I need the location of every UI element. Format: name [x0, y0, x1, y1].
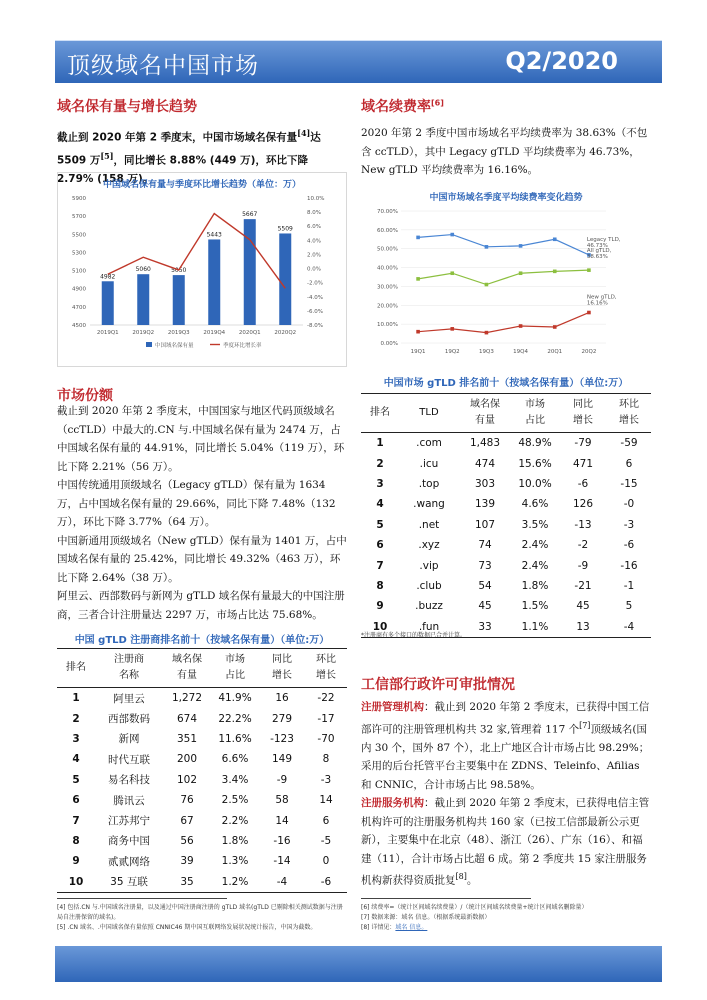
gtld-table-cell: 1	[376, 437, 384, 450]
registrar-table	[57, 648, 347, 893]
footnote-divider-left	[57, 898, 227, 899]
chart1-bar	[102, 281, 114, 325]
registrar-table-cell: 1,272	[171, 692, 203, 705]
chart2-y-tick: 30.00%	[377, 284, 398, 291]
registrar-table-cell: 6	[322, 814, 330, 827]
chart1-x-tick: 2020Q2	[274, 330, 297, 336]
chart2-y-tick: 0.00%	[380, 341, 398, 347]
registrar-table-cell: 279	[271, 712, 293, 725]
registrar-text-1: ：截止到 2020 年第 2 季度末，已获得电信主管机构许可的注册服务机构共 160 家（已按工信部最新公示更新），主要集中在北京（48）、浙江（26）、广东（16）、和福建（11），合计市场占比超 6 成。第 2 季度共 15 家注册服务机构新获得资质批复	[361, 797, 650, 887]
gtld-table-cell: 10	[372, 620, 388, 633]
gtld-table-cell: 2.4%	[521, 539, 549, 552]
registrar-table-cell: 2.5%	[221, 794, 249, 807]
gtld-table-row	[361, 555, 651, 575]
gtld-table-cell: -0	[623, 498, 635, 511]
registrar-label: 注册服务机构	[361, 797, 424, 809]
footnotes-left	[57, 903, 347, 933]
market-share-p1: 截止到 2020 年第 2 季度末，中国国家与地区代码顶级域名（ccTLD）中最大的.CN 与.中国域名保有量为 2474 万，占中国域名保有量的 44.91%，同比增长 5.04%（119 万），环比下降 2.21%（56 万）。	[57, 405, 345, 473]
registrar-table-cell: 腾讯云	[113, 794, 145, 807]
chart1-left-tick: 4500	[72, 323, 86, 329]
gtld-table-row	[361, 453, 651, 473]
chart2-series-name: New gTLD,	[586, 294, 617, 301]
chart1-legend-line-label: 季度环比增长率	[223, 343, 262, 349]
registrar-table-cell: 41.9%	[218, 692, 252, 705]
chart2-series-end-label: 46.73%	[586, 242, 608, 249]
gtld-table-cell: 9	[376, 600, 384, 613]
gtld-table-row	[361, 433, 651, 454]
chart2-x-tick: 19Q4	[513, 349, 528, 355]
renewal-chart-frame	[361, 188, 651, 368]
registrar-table-header-cell: 市场 占比	[225, 654, 245, 681]
gtld-table-cell: 7	[376, 559, 384, 572]
chart1-bar	[173, 275, 185, 325]
registrar-table-cell: 351	[176, 732, 198, 745]
chart2-series-line	[418, 235, 589, 255]
licensing-registrar-para	[361, 794, 651, 890]
section-title-licensing: 工信部行政许可审批情况	[361, 677, 515, 693]
gtld-table-cell: 1,483	[469, 437, 501, 450]
section-title-holdings: 域名保有量与增长趋势	[57, 99, 197, 115]
gtld-table-cell: -3	[623, 518, 635, 531]
gtld-table-cell: 1.5%	[521, 600, 549, 613]
gtld-table-cell: 1.1%	[521, 620, 549, 633]
chart1-right-tick: -6.0%	[307, 308, 323, 315]
registrar-table-cell: 1	[72, 692, 80, 705]
registrar-table-cell: 3.4%	[221, 773, 249, 786]
chart1-bar	[137, 274, 149, 325]
chart1-bar	[279, 233, 291, 325]
chart1-right-tick: 6.0%	[307, 224, 321, 231]
chart2-point	[553, 325, 557, 329]
chart1-left-tick: 5300	[72, 250, 86, 257]
gtld-table-row	[361, 494, 651, 514]
chart1-right-tick: 10.0%	[307, 196, 325, 202]
gtld-table-cell: -79	[574, 437, 592, 450]
chart2-y-tick: 50.00%	[377, 246, 398, 253]
chart1-left-tick: 5100	[72, 268, 86, 275]
gtld-table-cell: .top	[418, 477, 440, 490]
gtld-table-cell: -21	[574, 579, 592, 592]
chart1-right-tick: -8.0%	[307, 323, 323, 329]
registrar-table-cell: 14	[275, 814, 289, 827]
chart1-bar-label: 5667	[242, 211, 258, 219]
registrar-table-cell: 4	[72, 753, 80, 766]
registrar-table-cell: 8	[322, 753, 330, 766]
chart2-point	[553, 270, 557, 274]
footnote-ref-4[interactable]: [4]	[297, 128, 311, 138]
holdings-text-2: 达 5509 万	[57, 131, 321, 167]
registrar-table-cell: 3	[72, 732, 80, 745]
holdings-chart-frame	[57, 172, 347, 367]
chart2-series-name: Legacy TLD,	[586, 236, 621, 243]
chart2-point	[416, 330, 420, 334]
header-banner	[55, 40, 662, 83]
gtld-table-cell: 3.5%	[521, 518, 549, 531]
registrar-table-cell: 11.6%	[218, 732, 252, 745]
gtld-table	[361, 393, 651, 638]
chart2-series-line	[418, 313, 589, 333]
chart1-x-tick: 2019Q4	[203, 330, 226, 336]
gtld-table-row	[361, 576, 651, 596]
registrar-table-cell: 0	[322, 855, 330, 868]
chart2-point	[519, 324, 523, 328]
registrar-table-row	[57, 770, 347, 790]
chart2-x-tick: 19Q2	[444, 349, 460, 355]
gtld-table-cell: 74	[478, 539, 492, 552]
gtld-table-cell: 3	[376, 477, 384, 490]
chart1-growth-line	[108, 214, 286, 289]
market-share-p4: 阿里云、西部数码与新网为 gTLD 域名保有量最大的中国注册商，三者合计注册量达 2297 万，市场占比达 75.68%。	[57, 590, 345, 621]
gtld-table-cell: 107	[474, 518, 496, 531]
registrar-table-cell: 149	[271, 753, 293, 766]
chart2-point	[587, 311, 591, 315]
gtld-table-cell: 5	[625, 600, 633, 613]
footnote-7: [7] 数据来源：域名 信息。（根据系统最新数据）	[361, 914, 491, 921]
gtld-table-cell: 4	[376, 498, 384, 511]
registrar-table-header	[57, 649, 347, 688]
gtld-table-cell: -4	[623, 620, 635, 633]
registry-text-2: 顶级域名(国内 30 个，国外 87 个），北上广地区合计市场占比 98.29%；采用的后台托管平台主要集中在 ZDNS、Teleinfo、Afilias 和 CNNIC，合计市场占比 98.58%。	[361, 723, 650, 791]
chart1-bar-label: 5060	[135, 266, 151, 274]
registrar-table-cell: 200	[176, 753, 198, 766]
chart1-x-tick: 2020Q1	[238, 330, 261, 336]
footnote-ref-8[interactable]: [8]	[455, 872, 467, 881]
chart2-x-tick: 20Q2	[581, 349, 597, 355]
registrar-table-cell: 22.2%	[218, 712, 252, 725]
chart1-title: 中国域名保有量与季度环比增长趋势（单位：万）	[102, 180, 301, 190]
chart2-point	[485, 331, 489, 335]
registrar-table-cell: 2	[72, 712, 80, 725]
gtld-table-cell: .club	[416, 579, 442, 592]
chart2-point	[587, 268, 591, 272]
registrar-table-cell: 时代互联	[108, 753, 150, 766]
gtld-table-cell: -2	[577, 539, 589, 552]
gtld-table-cell: 5	[376, 518, 384, 531]
gtld-table-title: 中国市场 gTLD 排名前十（按域名保有量）（单位:万）	[383, 378, 629, 389]
gtld-table-cell: 15.6%	[518, 457, 552, 470]
licensing-text	[361, 698, 651, 890]
chart1-right-tick: 8.0%	[307, 210, 321, 217]
registrar-table-row	[57, 872, 347, 893]
gtld-table-row	[361, 535, 651, 555]
registrar-table-cell: 西部数码	[108, 713, 150, 726]
chart1-bar	[208, 239, 220, 325]
gtld-table-cell: .com	[416, 437, 442, 450]
chart2-x-tick: 19Q1	[410, 349, 426, 355]
registrar-table-row	[57, 810, 347, 830]
gtld-table-header-cell: 排名	[370, 407, 390, 418]
gtld-table-header-cell: 市场 占比	[525, 399, 545, 426]
registrar-table-cell: -123	[270, 732, 294, 745]
licensing-registry-para	[361, 698, 651, 794]
chart2-y-tick: 60.00%	[377, 227, 398, 234]
registrar-table-cell: 5	[72, 773, 80, 786]
registrar-table-title: 中国 gTLD 注册商排名前十（按域名保有量）（单位:万）	[74, 635, 330, 646]
market-share-p2: 中国传统通用顶级域名（Legacy gTLD）保有量为 1634 万，占中国域名保有量的 29.66%，同比下降 7.48%（132 万），环比下降 3.77%（64 万）。	[57, 479, 336, 528]
chart2-point	[485, 283, 489, 287]
chart1-bar-label: 5443	[206, 231, 222, 239]
registrar-table-cell: 1.3%	[221, 855, 249, 868]
registrar-table-cell: 102	[176, 773, 198, 786]
footnote-ref-5[interactable]: [5]	[100, 151, 114, 161]
gtld-table-header-cell: 同比 增长	[573, 399, 593, 426]
registrar-table-cell: 6	[72, 794, 80, 807]
chart2-point	[553, 237, 557, 241]
footnote-8	[361, 923, 651, 933]
section-title-market-share: 市场份额	[57, 388, 113, 404]
chart1-legend-bar-label: 中国域名保有量	[155, 343, 194, 349]
chart1-legend-bar-swatch	[146, 342, 152, 347]
footnote-ref-7[interactable]: [7]	[579, 720, 591, 730]
chart1-left-tick: 5700	[72, 214, 86, 221]
gtld-table-cell: .xyz	[418, 539, 440, 552]
chart1-left-tick: 4900	[72, 286, 86, 293]
gtld-table-cell: 2	[376, 457, 384, 470]
renewal-title-text: 域名续费率	[361, 99, 431, 115]
gtld-table-header-cell: 域名保 有量	[470, 399, 500, 426]
registrar-table-cell: 10	[68, 875, 84, 888]
gtld-table-cell: 45	[478, 600, 492, 613]
registrar-table-cell: 39	[180, 855, 194, 868]
gtld-table-cell: 4.6%	[521, 498, 549, 511]
holdings-text-1: 截止到 2020 年第 2 季度末，中国市场域名保有量	[57, 131, 298, 144]
chart1-right-tick: -4.0%	[307, 294, 323, 301]
registrar-table-row	[57, 851, 347, 871]
section-title-renewal	[361, 96, 444, 116]
footnote-ref-6[interactable]: [6]	[431, 98, 444, 108]
registrar-table-cell: -4	[276, 875, 288, 888]
chart2-x-tick: 20Q1	[547, 349, 563, 355]
chart2-series-end-label: 16.16%	[586, 300, 608, 307]
registrar-table-cell: -17	[317, 712, 335, 725]
gtld-table-cell: 10.0%	[518, 477, 552, 490]
gtld-table-cell: 48.9%	[518, 437, 552, 450]
registrar-table-header-cell: 注册商 名称	[114, 654, 144, 681]
chart2-point	[519, 244, 523, 248]
chart1-bar-label: 5050	[171, 267, 187, 275]
footnote-8-link[interactable]: 域名 信息。	[395, 924, 428, 931]
gtld-table-cell: -1	[623, 579, 635, 592]
registrar-table-cell: 1.2%	[221, 875, 249, 888]
chart1-right-tick: 4.0%	[307, 238, 321, 245]
registrar-table-cell: 8	[72, 834, 80, 847]
chart2-y-tick: 70.00%	[377, 209, 398, 215]
gtld-table-cell: 54	[478, 579, 492, 592]
registrar-table-cell: 76	[180, 794, 194, 807]
footnote-6: [6] 续费率=（统计区间域名续费量）/（统计区间域名续费量+统计区间域名删除量）	[361, 904, 588, 911]
gtld-table-cell: 1.8%	[521, 579, 549, 592]
registrar-table-cell: -14	[273, 855, 291, 868]
chart2-title: 中国市场域名季度平均续费率变化趋势	[429, 193, 583, 203]
market-share-p3: 中国新通用顶级域名（New gTLD）保有量为 1401 万，占中国域名保有量的 25.42%，同比增长 49.32%（463 万），环比下降 2.64%（38 万）。	[57, 534, 347, 584]
gtld-table-cell: .buzz	[415, 600, 443, 613]
registry-label: 注册管理机构	[361, 701, 424, 713]
gtld-table-cell: -13	[574, 518, 592, 531]
registrar-table-cell: 易名科技	[108, 774, 150, 787]
chart2-y-tick: 40.00%	[377, 265, 398, 272]
gtld-table-cell: -16	[620, 559, 638, 572]
registrar-table-cell: 1.8%	[221, 834, 249, 847]
gtld-table-cell: 303	[474, 477, 496, 490]
footnote-8-text: [8] 详情见：	[361, 924, 396, 931]
registrar-text-2: 。	[466, 874, 478, 887]
chart2-x-tick: 19Q3	[479, 349, 494, 355]
registrar-table-cell: 674	[176, 712, 198, 725]
chart2-point	[416, 277, 420, 281]
gtld-table-cell: 8	[376, 579, 384, 592]
chart1-x-tick: 2019Q3	[167, 330, 190, 336]
gtld-table-row	[361, 596, 651, 616]
registrar-table-cell: -70	[317, 732, 335, 745]
gtld-table-header-cell: 环比 增长	[619, 399, 639, 426]
footnote-4: [4] 包括.CN 与.中国域名注册量，以及通过中国注册商注册的 gTLD 域名(gTLD 已剔除相关测试数据与注册局自注册保留的域名)。	[57, 904, 343, 921]
chart1-right-tick: -2.0%	[307, 280, 323, 287]
registrar-table-cell: 35	[180, 875, 194, 888]
gtld-table-cell: .wang	[413, 498, 445, 511]
gtld-table-row	[361, 515, 651, 535]
gtld-table-cell: .icu	[419, 457, 439, 470]
gtld-table-row	[361, 474, 651, 494]
registrar-table-header-cell: 域名保 有量	[172, 654, 202, 681]
registry-text-1: ：截止到 2020 年第 2 季度末，已获得中国工信部许可的注册管理机构共 32 家,管理着 117 个	[361, 701, 650, 735]
registrar-table-cell: -3	[320, 773, 332, 786]
chart2-y-tick: 10.00%	[377, 322, 398, 329]
registrar-table-cell: 商务中国	[108, 835, 150, 848]
chart2-point	[450, 327, 454, 331]
holdings-text-3: ，同比增长 8.88% (449 万)，环比下降 2.79% (158 万)。	[57, 154, 308, 185]
chart1-bar-label: 4982	[100, 273, 116, 281]
registrar-table-cell: 2.2%	[221, 814, 249, 827]
footnote-divider-right	[361, 898, 531, 899]
gtld-table-cell: 474	[474, 457, 496, 470]
chart2-series-name: All gTLD,	[586, 248, 612, 255]
registrar-table-cell: 14	[319, 794, 333, 807]
gtld-table-cell: -59	[620, 437, 638, 450]
registrar-table-row	[57, 831, 347, 851]
footnotes-right	[361, 903, 651, 933]
registrar-table-header-cell: 环比 增长	[316, 654, 336, 681]
chart1-left-tick: 5500	[72, 232, 86, 239]
registrar-table-cell: 35 互联	[110, 876, 148, 889]
holdings-chart	[58, 190, 346, 365]
gtld-table-cell: 6	[625, 457, 633, 470]
registrar-table-cell: 贰贰网络	[108, 855, 150, 868]
gtld-table-cell: -6	[577, 477, 589, 490]
registrar-table-cell: 阿里云	[113, 692, 145, 705]
registrar-table-cell: 16	[275, 692, 289, 705]
gtld-table-cell: 6	[376, 539, 384, 552]
chart1-left-tick: 4700	[72, 304, 86, 311]
gtld-table-header	[361, 394, 651, 433]
gtld-table-cell: 13	[576, 620, 590, 633]
chart2-series-end-label: 38.63%	[586, 254, 608, 261]
chart2-series-line	[418, 270, 589, 284]
renewal-paragraph: 2020 年第 2 季度中国市场域名平均续费率为 38.63%（不包含 ccTLD），其中 Legacy gTLD 平均续费率为 46.73%，New gTLD 平均续费率为 16.16%。	[361, 127, 648, 176]
chart2-y-tick: 20.00%	[377, 303, 398, 310]
registrar-table-cell: 江苏邦宁	[108, 815, 150, 828]
registrar-table-row	[57, 790, 347, 810]
chart1-bar	[244, 219, 256, 325]
gtld-table-cell: -15	[620, 477, 638, 490]
registrar-table-header-cell: 排名	[66, 662, 86, 673]
registrar-table-cell: -22	[317, 692, 335, 705]
registrar-table-cell: 9	[72, 855, 80, 868]
gtld-table-cell: .net	[418, 518, 440, 531]
registrar-table-row	[57, 708, 347, 728]
gtld-table-cell: 33	[478, 620, 492, 633]
report-period: Q2/2020	[505, 47, 618, 75]
registrar-table-row	[57, 749, 347, 769]
page-title: 顶级域名中国市场	[67, 53, 259, 79]
registrar-table-row	[57, 729, 347, 749]
market-share-text	[57, 402, 347, 624]
footer-banner	[55, 946, 662, 982]
registrar-table-cell: 7	[72, 814, 80, 827]
gtld-table-cell: -6	[623, 539, 635, 552]
chart1-right-tick: 0.0%	[307, 266, 321, 273]
registrar-table-cell: -9	[276, 773, 288, 786]
registrar-table-cell: 6.6%	[221, 753, 249, 766]
registrar-table-cell: -5	[320, 834, 332, 847]
gtld-table-cell: 139	[474, 498, 496, 511]
registrar-table-cell: 新网	[118, 733, 140, 746]
chart1-x-tick: 2019Q2	[132, 330, 155, 336]
gtld-table-cell: .vip	[419, 559, 439, 572]
gtld-table-cell: 126	[572, 498, 594, 511]
renewal-chart	[361, 203, 651, 365]
chart2-point	[416, 236, 420, 240]
registrar-table-cell: 67	[180, 814, 194, 827]
registrar-table-cell: -16	[273, 834, 291, 847]
gtld-table-cell: 2.4%	[521, 559, 549, 572]
gtld-table-header-cell: TLD	[419, 407, 439, 418]
chart1-left-tick: 5900	[72, 196, 86, 202]
chart2-point	[450, 271, 454, 275]
gtld-table-cell: 471	[572, 457, 594, 470]
chart2-point	[450, 233, 454, 237]
gtld-table-cell: -9	[577, 559, 589, 572]
registrar-table-cell: -6	[320, 875, 332, 888]
chart1-x-tick: 2019Q1	[96, 330, 119, 336]
chart1-bar-label: 5509	[277, 225, 293, 233]
registrar-table-header-cell: 同比 增长	[272, 654, 292, 681]
gtld-table-cell: 45	[576, 600, 590, 613]
chart1-right-tick: 2.0%	[307, 252, 321, 259]
gtld-table-note: *注册商有多个接口的数据已合并计算。	[361, 632, 467, 639]
chart2-point	[519, 271, 523, 275]
registrar-table-cell: 58	[275, 794, 289, 807]
gtld-table-cell: .fun	[418, 620, 440, 633]
footnote-5: [5] .CN 域名、.中国域名保有量依照 CNNIC46 期中国互联网络发展状况统计报告，中国为截数。	[57, 924, 317, 931]
registrar-table-row	[57, 688, 347, 709]
registrar-table-cell: 56	[180, 834, 194, 847]
chart2-point	[485, 245, 489, 249]
gtld-table-cell: 73	[478, 559, 492, 572]
